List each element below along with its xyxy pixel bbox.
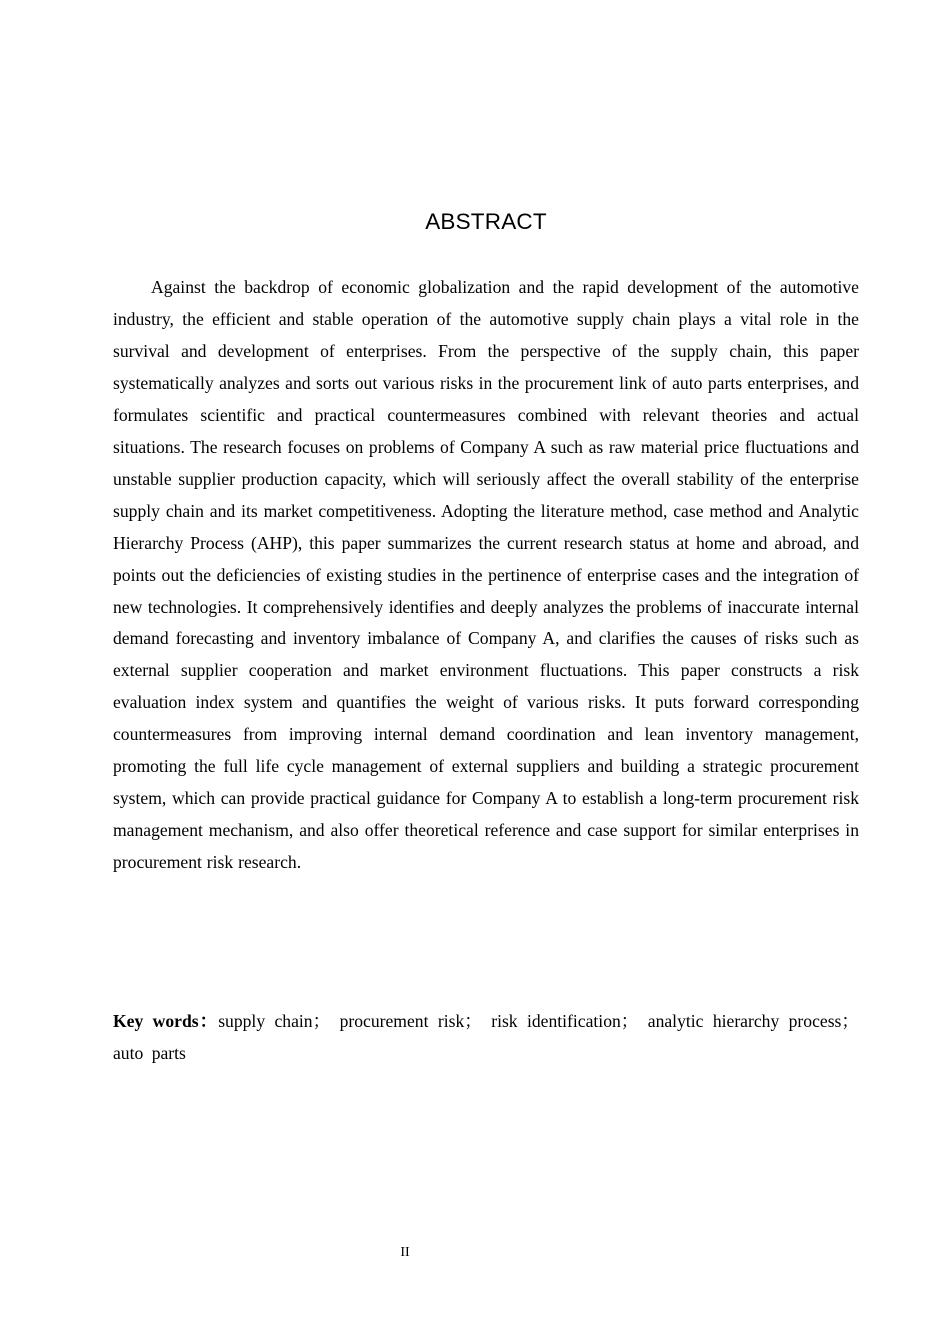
abstract-title: ABSTRACT	[425, 209, 547, 234]
keywords-label: Key words：	[113, 1011, 219, 1031]
keywords-line	[113, 1006, 859, 1070]
abstract-body: Against the backdrop of economic globalization and the rapid development of the automotive industry, the efficient and stable operation of the automotive supply chain plays a vital role in the survival and development of enterprises. From the perspective of the supply chain, this paper systematically analyzes and sorts out various risks in the procurement link of auto parts enterprises, and formulates scientific and practical countermeasures combined with relevant theories and actual situations. The research focuses on problems of Company A such as raw material price fluctuations and unstable supplier production capacity, which will seriously affect the overall stability of the enterprise supply chain and its market competitiveness. Adopting the literature method, case method and Analytic Hierarchy Process (AHP), this paper summarizes the current research status at home and abroad, and points out the deficiencies of existing studies in the pertinence of enterprise cases and the integration of new technologies. It comprehensively identifies and deeply analyzes the problems of inaccurate internal demand forecasting and inventory imbalance of Company A, and clarifies the causes of risks such as external supplier cooperation and market environment fluctuations. This paper constructs a risk evaluation index system and quantifies the weight of various risks. It puts forward corresponding countermeasures from improving internal demand coordination and lean inventory management, promoting the full life cycle management of external suppliers and building a strategic procurement system, which can provide practical guidance for Company A to establish a long-term procurement risk management mechanism, and also offer theoretical reference and case support for similar enterprises in procurement risk research.	[113, 277, 859, 873]
keywords-text: supply chain； procurement risk； risk identification； analytic hierarchy process；auto parts	[113, 1011, 859, 1063]
page-number: II	[400, 1245, 410, 1260]
